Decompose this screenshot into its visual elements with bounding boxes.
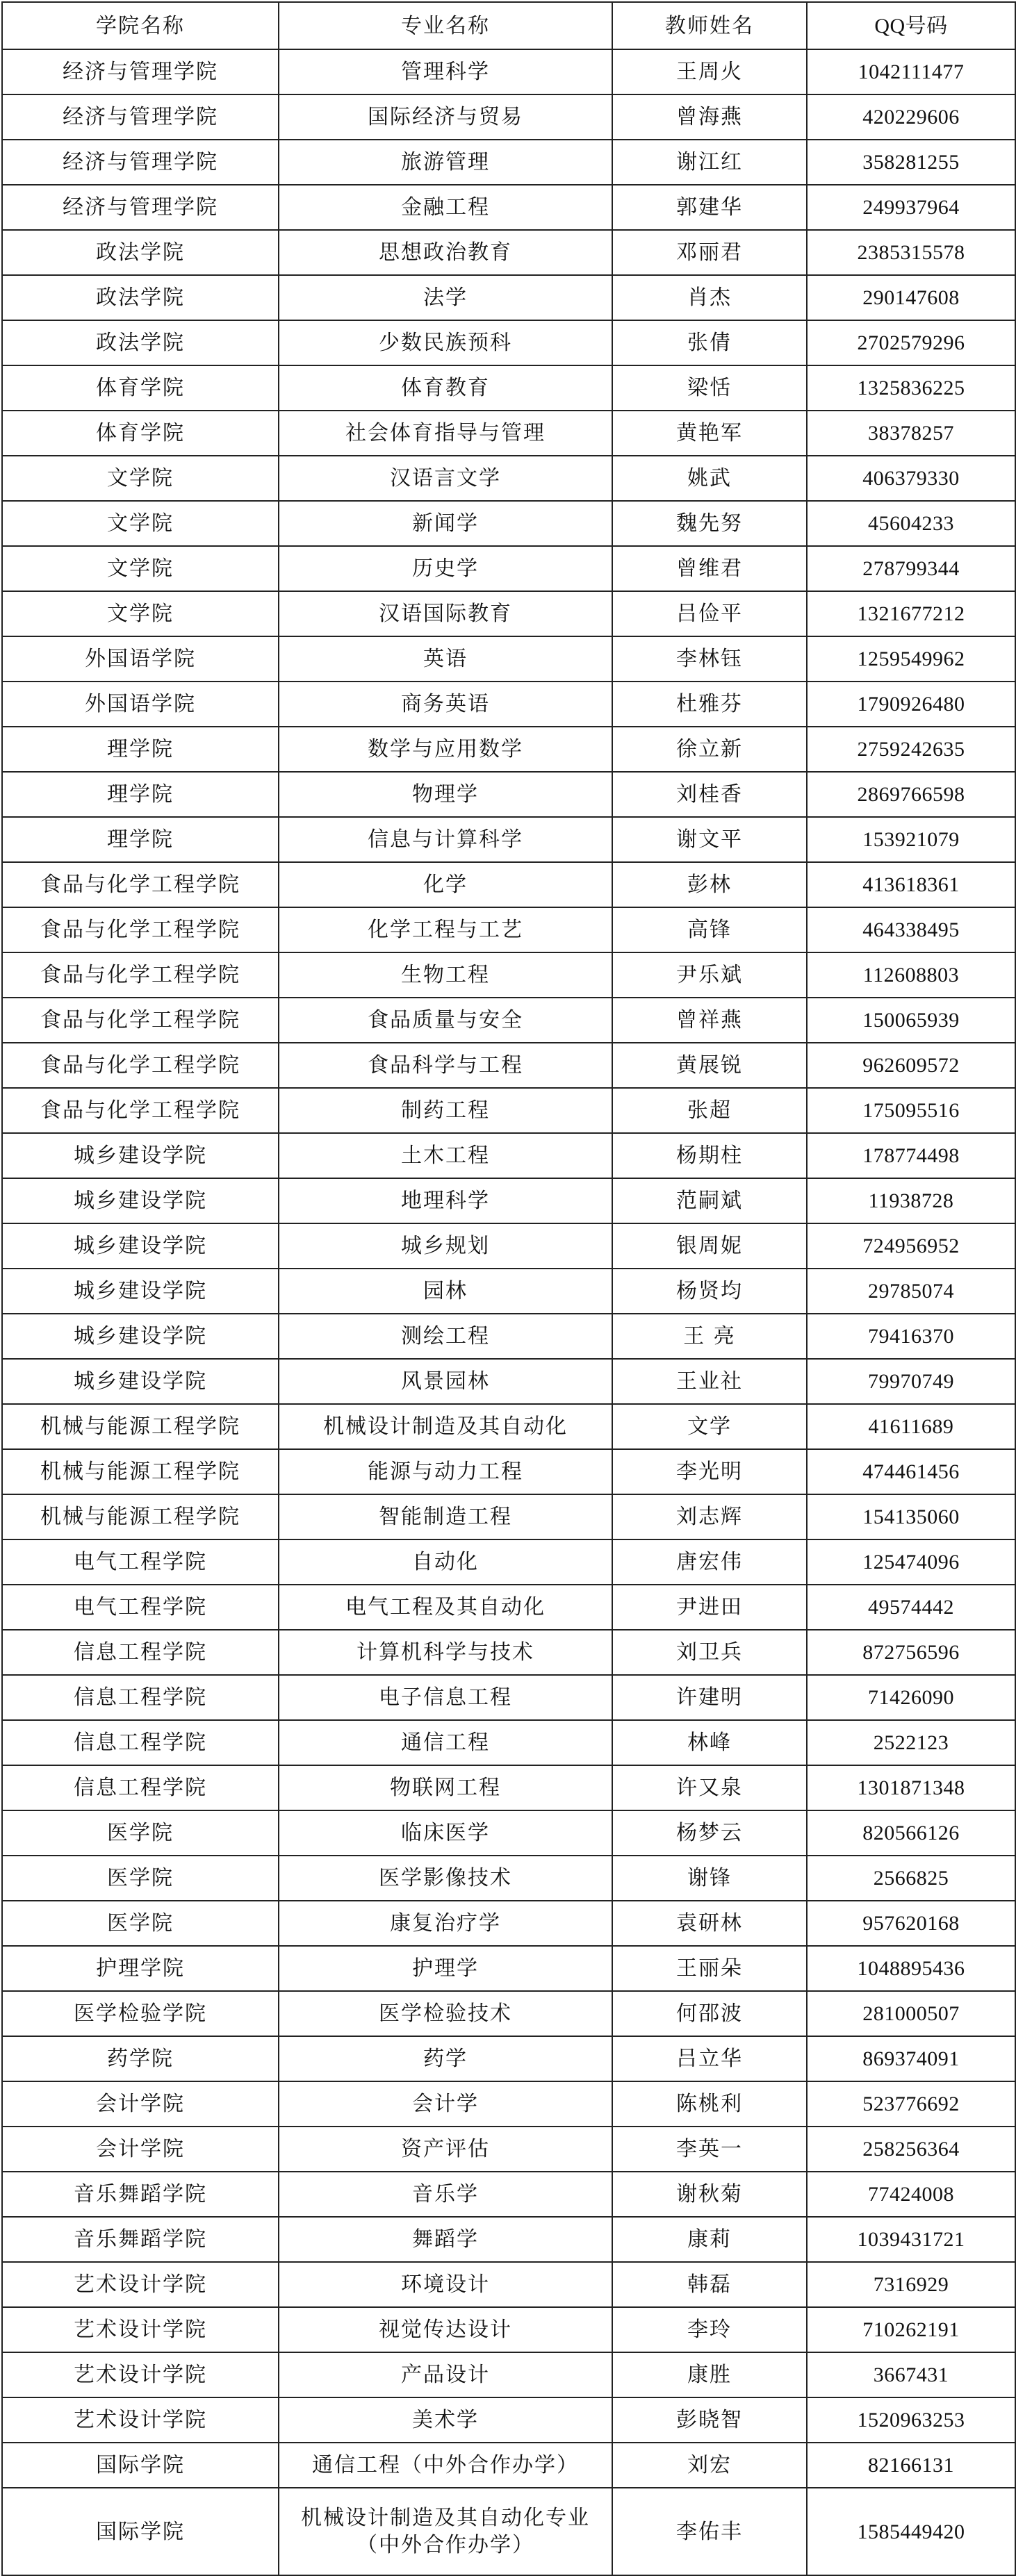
table-row bbox=[2, 546, 1015, 591]
table-row bbox=[2, 1946, 1015, 1991]
teacher-cell: 吕立华 bbox=[612, 2036, 807, 2081]
qq-cell: 1039431721 bbox=[807, 2217, 1015, 2262]
college-cell: 会计学院 bbox=[2, 2127, 279, 2172]
major-cell: 信息与计算科学 bbox=[279, 817, 612, 862]
qq-cell: 178774498 bbox=[807, 1133, 1015, 1178]
qq-cell: 872756596 bbox=[807, 1630, 1015, 1675]
teacher-cell: 张倩 bbox=[612, 320, 807, 365]
qq-cell: 249937964 bbox=[807, 185, 1015, 230]
college-cell: 体育学院 bbox=[2, 365, 279, 411]
college-cell: 机械与能源工程学院 bbox=[2, 1404, 279, 1449]
college-cell: 医学检验学院 bbox=[2, 1991, 279, 2036]
table-row bbox=[2, 1765, 1015, 1810]
teacher-cell: 李佑丰 bbox=[612, 2488, 807, 2575]
table-row bbox=[2, 682, 1015, 727]
qq-cell: 474461456 bbox=[807, 1449, 1015, 1494]
table-row bbox=[2, 320, 1015, 365]
qq-cell: 2522123 bbox=[807, 1720, 1015, 1765]
qq-cell: 1325836225 bbox=[807, 365, 1015, 411]
teacher-cell: 尹乐斌 bbox=[612, 952, 807, 998]
major-cell: 视觉传达设计 bbox=[279, 2307, 612, 2352]
table-row bbox=[2, 1043, 1015, 1088]
college-cell: 经济与管理学院 bbox=[2, 185, 279, 230]
major-cell: 舞蹈学 bbox=[279, 2217, 612, 2262]
major-cell: 医学检验技术 bbox=[279, 1991, 612, 2036]
qq-cell: 820566126 bbox=[807, 1810, 1015, 1856]
qq-cell: 11938728 bbox=[807, 1178, 1015, 1223]
table-row bbox=[2, 1178, 1015, 1223]
qq-cell: 358281255 bbox=[807, 140, 1015, 185]
teacher-cell: 吕俭平 bbox=[612, 591, 807, 636]
qq-cell: 2869766598 bbox=[807, 772, 1015, 817]
table-row bbox=[2, 411, 1015, 456]
major-cell: 体育教育 bbox=[279, 365, 612, 411]
major-cell: 通信工程（中外合作办学） bbox=[279, 2443, 612, 2488]
college-cell: 政法学院 bbox=[2, 275, 279, 320]
teacher-cell: 刘宏 bbox=[612, 2443, 807, 2488]
major-cell: 法学 bbox=[279, 275, 612, 320]
major-cell: 城乡规划 bbox=[279, 1223, 612, 1269]
major-cell: 电子信息工程 bbox=[279, 1675, 612, 1720]
qq-cell: 153921079 bbox=[807, 817, 1015, 862]
table-row bbox=[2, 2307, 1015, 2352]
qq-cell: 125474096 bbox=[807, 1539, 1015, 1585]
teacher-cell: 谢秋菊 bbox=[612, 2172, 807, 2217]
major-cell: 临床医学 bbox=[279, 1810, 612, 1856]
teacher-cell: 范嗣斌 bbox=[612, 1178, 807, 1223]
major-cell: 物理学 bbox=[279, 772, 612, 817]
qq-cell: 175095516 bbox=[807, 1088, 1015, 1133]
teacher-cell: 彭晓智 bbox=[612, 2397, 807, 2443]
teacher-cell: 王业社 bbox=[612, 1359, 807, 1404]
table-row bbox=[2, 230, 1015, 275]
college-cell: 国际学院 bbox=[2, 2443, 279, 2488]
major-cell: 土木工程 bbox=[279, 1133, 612, 1178]
teacher-cell: 韩磊 bbox=[612, 2262, 807, 2307]
table-row bbox=[2, 2172, 1015, 2217]
teacher-cell: 姚武 bbox=[612, 456, 807, 501]
teacher-cell: 谢江红 bbox=[612, 140, 807, 185]
table-row bbox=[2, 2217, 1015, 2262]
college-cell: 体育学院 bbox=[2, 411, 279, 456]
teacher-cell: 李英一 bbox=[612, 2127, 807, 2172]
table-row bbox=[2, 1359, 1015, 1404]
college-cell: 理学院 bbox=[2, 727, 279, 772]
college-cell: 城乡建设学院 bbox=[2, 1178, 279, 1223]
teacher-cell: 王丽朵 bbox=[612, 1946, 807, 1991]
major-cell: 数学与应用数学 bbox=[279, 727, 612, 772]
major-cell: 国际经济与贸易 bbox=[279, 94, 612, 140]
major-cell: 智能制造工程 bbox=[279, 1494, 612, 1539]
table-row bbox=[2, 140, 1015, 185]
table-row bbox=[2, 2397, 1015, 2443]
college-column-header: 学院名称 bbox=[2, 2, 279, 49]
major-column-header: 专业名称 bbox=[279, 2, 612, 49]
qq-cell: 962609572 bbox=[807, 1043, 1015, 1088]
table-row bbox=[2, 2081, 1015, 2127]
table-header bbox=[2, 2, 1015, 49]
major-cell: 英语 bbox=[279, 636, 612, 682]
teacher-cell: 袁研林 bbox=[612, 1901, 807, 1946]
table-row bbox=[2, 998, 1015, 1043]
college-cell: 理学院 bbox=[2, 817, 279, 862]
major-cell: 管理科学 bbox=[279, 49, 612, 94]
major-cell: 金融工程 bbox=[279, 185, 612, 230]
qq-cell: 406379330 bbox=[807, 456, 1015, 501]
major-cell: 计算机科学与技术 bbox=[279, 1630, 612, 1675]
college-cell: 政法学院 bbox=[2, 230, 279, 275]
teacher-cell: 张超 bbox=[612, 1088, 807, 1133]
teacher-cell: 刘桂香 bbox=[612, 772, 807, 817]
college-cell: 国际学院 bbox=[2, 2488, 279, 2575]
major-cell: 电气工程及其自动化 bbox=[279, 1585, 612, 1630]
teacher-cell: 魏先努 bbox=[612, 501, 807, 546]
table-row bbox=[2, 2262, 1015, 2307]
qq-cell: 1790926480 bbox=[807, 682, 1015, 727]
major-cell: 环境设计 bbox=[279, 2262, 612, 2307]
college-cell: 食品与化学工程学院 bbox=[2, 907, 279, 952]
major-cell: 产品设计 bbox=[279, 2352, 612, 2397]
major-cell: 美术学 bbox=[279, 2397, 612, 2443]
major-cell: 药学 bbox=[279, 2036, 612, 2081]
teacher-cell: 刘志辉 bbox=[612, 1494, 807, 1539]
major-cell: 测绘工程 bbox=[279, 1314, 612, 1359]
major-cell: 化学 bbox=[279, 862, 612, 907]
qq-cell: 29785074 bbox=[807, 1269, 1015, 1314]
qq-cell: 2759242635 bbox=[807, 727, 1015, 772]
teacher-cell: 林峰 bbox=[612, 1720, 807, 1765]
college-cell: 文学院 bbox=[2, 456, 279, 501]
college-cell: 文学院 bbox=[2, 591, 279, 636]
teacher-column-header: 教师姓名 bbox=[612, 2, 807, 49]
teacher-cell: 曾海燕 bbox=[612, 94, 807, 140]
teacher-cell: 黄艳军 bbox=[612, 411, 807, 456]
teacher-cell: 黄展锐 bbox=[612, 1043, 807, 1088]
table-row bbox=[2, 952, 1015, 998]
table-row bbox=[2, 1494, 1015, 1539]
table-row bbox=[2, 275, 1015, 320]
qq-cell: 869374091 bbox=[807, 2036, 1015, 2081]
teacher-cell: 谢文平 bbox=[612, 817, 807, 862]
major-cell: 物联网工程 bbox=[279, 1765, 612, 1810]
college-cell: 机械与能源工程学院 bbox=[2, 1494, 279, 1539]
college-cell: 音乐舞蹈学院 bbox=[2, 2217, 279, 2262]
college-cell: 城乡建设学院 bbox=[2, 1269, 279, 1314]
table-row bbox=[2, 2127, 1015, 2172]
table-row bbox=[2, 636, 1015, 682]
major-cell: 机械设计制造及其自动化 bbox=[279, 1404, 612, 1449]
college-cell: 医学院 bbox=[2, 1810, 279, 1856]
teacher-cell: 唐宏伟 bbox=[612, 1539, 807, 1585]
teacher-cell: 肖杰 bbox=[612, 275, 807, 320]
college-cell: 食品与化学工程学院 bbox=[2, 862, 279, 907]
major-cell: 少数民族预科 bbox=[279, 320, 612, 365]
college-cell: 食品与化学工程学院 bbox=[2, 998, 279, 1043]
college-cell: 信息工程学院 bbox=[2, 1630, 279, 1675]
table-row bbox=[2, 1269, 1015, 1314]
college-cell: 城乡建设学院 bbox=[2, 1359, 279, 1404]
table-row bbox=[2, 1675, 1015, 1720]
college-cell: 外国语学院 bbox=[2, 636, 279, 682]
teacher-cell: 银周妮 bbox=[612, 1223, 807, 1269]
qq-cell: 1321677212 bbox=[807, 591, 1015, 636]
qq-cell: 79416370 bbox=[807, 1314, 1015, 1359]
college-cell: 护理学院 bbox=[2, 1946, 279, 1991]
teacher-cell: 文学 bbox=[612, 1404, 807, 1449]
major-cell: 机械设计制造及其自动化专业（中外合作办学） bbox=[279, 2488, 612, 2575]
qq-cell: 420229606 bbox=[807, 94, 1015, 140]
major-cell: 风景园林 bbox=[279, 1359, 612, 1404]
major-cell: 汉语国际教育 bbox=[279, 591, 612, 636]
qq-column-header: QQ号码 bbox=[807, 2, 1015, 49]
table-row bbox=[2, 1404, 1015, 1449]
qq-cell: 79970749 bbox=[807, 1359, 1015, 1404]
table-row bbox=[2, 1133, 1015, 1178]
table-row bbox=[2, 2352, 1015, 2397]
major-cell: 食品质量与安全 bbox=[279, 998, 612, 1043]
major-cell: 生物工程 bbox=[279, 952, 612, 998]
teacher-cell: 王 亮 bbox=[612, 1314, 807, 1359]
table-row bbox=[2, 1856, 1015, 1901]
college-cell: 城乡建设学院 bbox=[2, 1314, 279, 1359]
major-cell: 音乐学 bbox=[279, 2172, 612, 2217]
table-row bbox=[2, 2443, 1015, 2488]
college-cell: 医学院 bbox=[2, 1856, 279, 1901]
table-row bbox=[2, 1314, 1015, 1359]
college-cell: 电气工程学院 bbox=[2, 1585, 279, 1630]
qq-cell: 77424008 bbox=[807, 2172, 1015, 2217]
teacher-cell: 李玲 bbox=[612, 2307, 807, 2352]
teacher-cell: 刘卫兵 bbox=[612, 1630, 807, 1675]
teacher-cell: 李林钰 bbox=[612, 636, 807, 682]
table-body bbox=[2, 49, 1015, 2575]
qq-cell: 464338495 bbox=[807, 907, 1015, 952]
qq-cell: 724956952 bbox=[807, 1223, 1015, 1269]
qq-cell: 7316929 bbox=[807, 2262, 1015, 2307]
college-cell: 食品与化学工程学院 bbox=[2, 1088, 279, 1133]
qq-cell: 1048895436 bbox=[807, 1946, 1015, 1991]
college-cell: 信息工程学院 bbox=[2, 1675, 279, 1720]
qq-cell: 281000507 bbox=[807, 1991, 1015, 2036]
teacher-cell: 何邵波 bbox=[612, 1991, 807, 2036]
qq-cell: 2702579296 bbox=[807, 320, 1015, 365]
major-cell: 历史学 bbox=[279, 546, 612, 591]
table-row bbox=[2, 1810, 1015, 1856]
table-row bbox=[2, 49, 1015, 94]
college-cell: 艺术设计学院 bbox=[2, 2352, 279, 2397]
college-cell: 电气工程学院 bbox=[2, 1539, 279, 1585]
qq-cell: 1585449420 bbox=[807, 2488, 1015, 2575]
major-cell: 护理学 bbox=[279, 1946, 612, 1991]
major-cell: 康复治疗学 bbox=[279, 1901, 612, 1946]
qq-cell: 710262191 bbox=[807, 2307, 1015, 2352]
qq-cell: 49574442 bbox=[807, 1585, 1015, 1630]
college-cell: 外国语学院 bbox=[2, 682, 279, 727]
teacher-cell: 杜雅芬 bbox=[612, 682, 807, 727]
qq-cell: 45604233 bbox=[807, 501, 1015, 546]
teacher-cell: 彭林 bbox=[612, 862, 807, 907]
teacher-cell: 许又泉 bbox=[612, 1765, 807, 1810]
teacher-cell: 徐立新 bbox=[612, 727, 807, 772]
teacher-cell: 高锋 bbox=[612, 907, 807, 952]
college-cell: 药学院 bbox=[2, 2036, 279, 2081]
teacher-cell: 王周火 bbox=[612, 49, 807, 94]
college-cell: 政法学院 bbox=[2, 320, 279, 365]
table-row bbox=[2, 1449, 1015, 1494]
table-row bbox=[2, 1991, 1015, 2036]
qq-cell: 523776692 bbox=[807, 2081, 1015, 2127]
college-cell: 音乐舞蹈学院 bbox=[2, 2172, 279, 2217]
college-cell: 信息工程学院 bbox=[2, 1765, 279, 1810]
qq-cell: 71426090 bbox=[807, 1675, 1015, 1720]
major-cell: 园林 bbox=[279, 1269, 612, 1314]
major-cell: 资产评估 bbox=[279, 2127, 612, 2172]
qq-cell: 413618361 bbox=[807, 862, 1015, 907]
table-row bbox=[2, 365, 1015, 411]
teacher-cell: 许建明 bbox=[612, 1675, 807, 1720]
qq-cell: 38378257 bbox=[807, 411, 1015, 456]
college-cell: 信息工程学院 bbox=[2, 1720, 279, 1765]
table-row bbox=[2, 862, 1015, 907]
table-row bbox=[2, 2036, 1015, 2081]
table-row bbox=[2, 772, 1015, 817]
qq-cell: 1520963253 bbox=[807, 2397, 1015, 2443]
teacher-cell: 杨期柱 bbox=[612, 1133, 807, 1178]
teacher-cell: 杨梦云 bbox=[612, 1810, 807, 1856]
table-row bbox=[2, 907, 1015, 952]
teacher-cell: 邓丽君 bbox=[612, 230, 807, 275]
major-cell: 会计学 bbox=[279, 2081, 612, 2127]
major-cell: 食品科学与工程 bbox=[279, 1043, 612, 1088]
teacher-cell: 杨贤均 bbox=[612, 1269, 807, 1314]
teacher-cell: 郭建华 bbox=[612, 185, 807, 230]
qq-cell: 112608803 bbox=[807, 952, 1015, 998]
qq-cell: 278799344 bbox=[807, 546, 1015, 591]
teacher-cell: 康莉 bbox=[612, 2217, 807, 2262]
qq-cell: 1301871348 bbox=[807, 1765, 1015, 1810]
college-cell: 会计学院 bbox=[2, 2081, 279, 2127]
major-cell: 新闻学 bbox=[279, 501, 612, 546]
table-row bbox=[2, 501, 1015, 546]
college-cell: 食品与化学工程学院 bbox=[2, 952, 279, 998]
major-cell: 医学影像技术 bbox=[279, 1856, 612, 1901]
table-row bbox=[2, 1630, 1015, 1675]
college-cell: 艺术设计学院 bbox=[2, 2262, 279, 2307]
teacher-contact-table bbox=[1, 1, 1016, 2576]
major-cell: 汉语言文学 bbox=[279, 456, 612, 501]
major-cell: 地理科学 bbox=[279, 1178, 612, 1223]
major-cell: 自动化 bbox=[279, 1539, 612, 1585]
major-cell: 能源与动力工程 bbox=[279, 1449, 612, 1494]
teacher-cell: 康胜 bbox=[612, 2352, 807, 2397]
college-cell: 文学院 bbox=[2, 546, 279, 591]
teacher-cell: 谢锋 bbox=[612, 1856, 807, 1901]
table-row bbox=[2, 727, 1015, 772]
teacher-cell: 尹进田 bbox=[612, 1585, 807, 1630]
college-cell: 文学院 bbox=[2, 501, 279, 546]
qq-cell: 150065939 bbox=[807, 998, 1015, 1043]
table-row bbox=[2, 1223, 1015, 1269]
college-cell: 艺术设计学院 bbox=[2, 2307, 279, 2352]
college-cell: 城乡建设学院 bbox=[2, 1133, 279, 1178]
college-cell: 经济与管理学院 bbox=[2, 49, 279, 94]
table-row bbox=[2, 94, 1015, 140]
qq-cell: 258256364 bbox=[807, 2127, 1015, 2172]
teacher-cell: 曾维君 bbox=[612, 546, 807, 591]
qq-cell: 1042111477 bbox=[807, 49, 1015, 94]
table-row bbox=[2, 456, 1015, 501]
qq-cell: 290147608 bbox=[807, 275, 1015, 320]
major-cell: 通信工程 bbox=[279, 1720, 612, 1765]
table-row bbox=[2, 2488, 1015, 2575]
qq-cell: 82166131 bbox=[807, 2443, 1015, 2488]
major-cell: 旅游管理 bbox=[279, 140, 612, 185]
college-cell: 食品与化学工程学院 bbox=[2, 1043, 279, 1088]
table-row bbox=[2, 1539, 1015, 1585]
major-cell: 社会体育指导与管理 bbox=[279, 411, 612, 456]
table-row bbox=[2, 1720, 1015, 1765]
teacher-cell: 陈桃利 bbox=[612, 2081, 807, 2127]
major-cell: 思想政治教育 bbox=[279, 230, 612, 275]
major-cell: 制药工程 bbox=[279, 1088, 612, 1133]
qq-cell: 1259549962 bbox=[807, 636, 1015, 682]
college-cell: 机械与能源工程学院 bbox=[2, 1449, 279, 1494]
header-row bbox=[2, 2, 1015, 49]
college-cell: 理学院 bbox=[2, 772, 279, 817]
qq-cell: 957620168 bbox=[807, 1901, 1015, 1946]
college-cell: 经济与管理学院 bbox=[2, 94, 279, 140]
qq-cell: 2385315578 bbox=[807, 230, 1015, 275]
qq-cell: 3667431 bbox=[807, 2352, 1015, 2397]
table-row bbox=[2, 817, 1015, 862]
qq-cell: 2566825 bbox=[807, 1856, 1015, 1901]
major-cell: 化学工程与工艺 bbox=[279, 907, 612, 952]
table-row bbox=[2, 1088, 1015, 1133]
college-cell: 经济与管理学院 bbox=[2, 140, 279, 185]
qq-cell: 41611689 bbox=[807, 1404, 1015, 1449]
table-row bbox=[2, 1585, 1015, 1630]
major-cell: 商务英语 bbox=[279, 682, 612, 727]
college-cell: 城乡建设学院 bbox=[2, 1223, 279, 1269]
qq-cell: 154135060 bbox=[807, 1494, 1015, 1539]
teacher-cell: 曾祥燕 bbox=[612, 998, 807, 1043]
table-row bbox=[2, 185, 1015, 230]
college-cell: 医学院 bbox=[2, 1901, 279, 1946]
teacher-cell: 李光明 bbox=[612, 1449, 807, 1494]
teacher-cell: 梁恬 bbox=[612, 365, 807, 411]
table-row bbox=[2, 1901, 1015, 1946]
table-row bbox=[2, 591, 1015, 636]
college-cell: 艺术设计学院 bbox=[2, 2397, 279, 2443]
